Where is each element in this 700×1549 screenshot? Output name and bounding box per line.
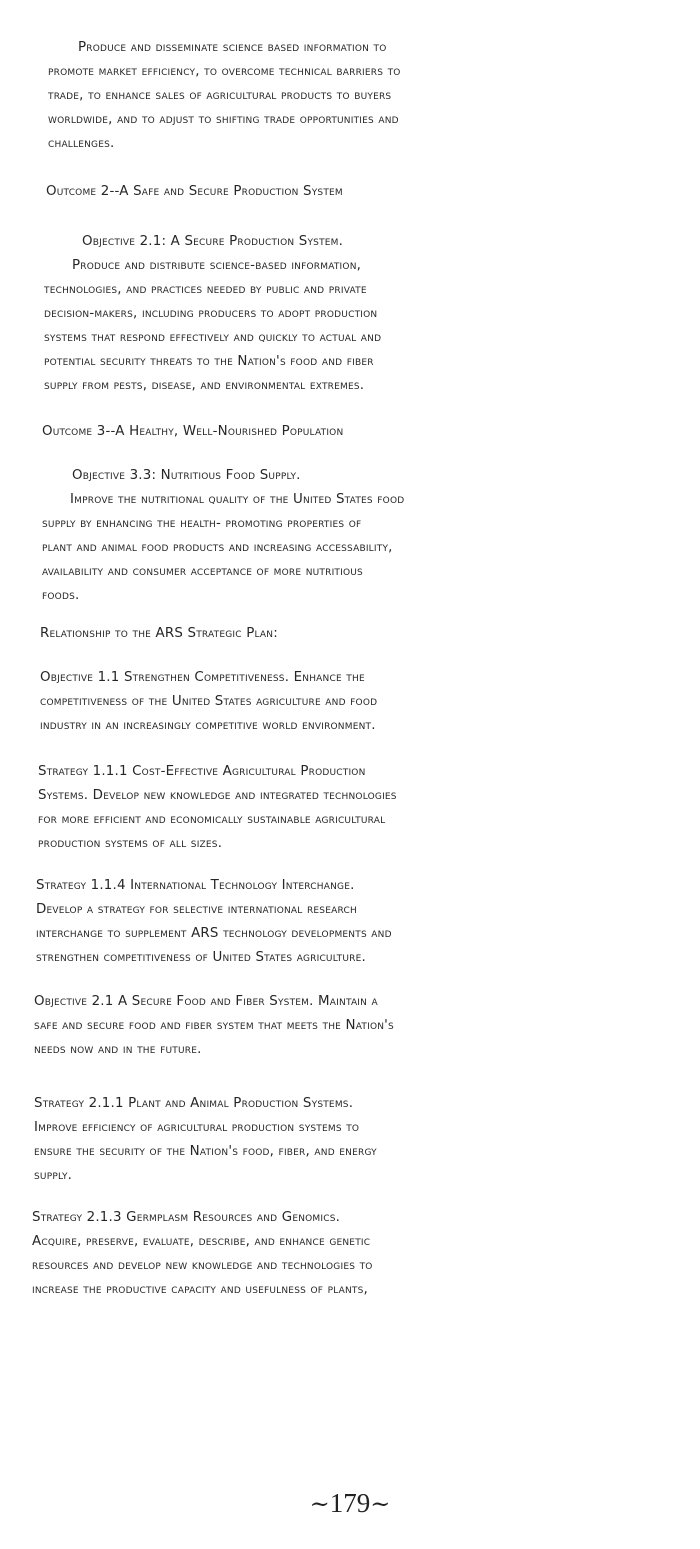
objective-title: Objective 2.1: A Secure Production System. — [82, 234, 344, 249]
paragraph-trade — [48, 36, 401, 156]
text-line: Systems. Develop new knowledge and integrated technologies — [38, 788, 397, 803]
strategy-1-1-1-paragraph — [38, 760, 397, 856]
text-line: Improve efficiency of agricultural production systems to — [34, 1120, 360, 1135]
relationship-heading: Relationship to the ARS Strategic Plan: — [40, 626, 278, 641]
text-line: supply. — [34, 1168, 73, 1183]
text-line: Strategy 2.1.1 Plant and Animal Production Systems. — [34, 1096, 354, 1111]
text-line: supply from pests, disease, and environmental extremes. — [44, 378, 365, 393]
text-line: industry in an increasingly competitive world environment. — [40, 718, 376, 733]
text-line: trade, to enhance sales of agricultural products to buyers — [48, 88, 392, 103]
text-line: strengthen competitiveness of United States agriculture. — [36, 950, 366, 965]
text-line: for more efficient and economically sustainable agricultural — [38, 812, 386, 827]
objective-2-1-paragraph — [44, 230, 381, 398]
text-line: promote market efficiency, to overcome technical barriers to — [48, 64, 401, 79]
page-number-right-mark: ~ — [370, 1490, 391, 1518]
page-number-value: 179 — [329, 1488, 371, 1518]
strategy-2-1-3-paragraph — [32, 1206, 373, 1302]
plan-objective-1-1-paragraph — [40, 666, 377, 738]
text-line: Acquire, preserve, evaluate, describe, and enhance genetic — [32, 1234, 371, 1249]
text-line: interchange to supplement ARS technology developments and — [36, 926, 392, 941]
strategy-1-1-4-paragraph — [36, 874, 392, 970]
text-line: technologies, and practices needed by public and private — [44, 282, 367, 297]
text-line: supply by enhancing the health- promoting properties of — [42, 516, 362, 531]
text-line: Produce and disseminate science based information to — [78, 40, 387, 55]
text-line: production systems of all sizes. — [38, 836, 223, 851]
text-line: availability and consumer acceptance of more nutritious — [42, 564, 363, 579]
plan-objective-2-1-paragraph — [34, 990, 394, 1062]
text-line: Produce and distribute science-based information, — [72, 258, 362, 273]
text-line: Objective 1.1 Strengthen Competitiveness. Enhance the — [40, 670, 365, 685]
text-line: Objective 2.1 A Secure Food and Fiber System. Maintain a — [34, 994, 378, 1009]
text-line: Develop a strategy for selective international research — [36, 902, 357, 917]
text-line: worldwide, and to adjust to shifting trade opportunities and — [48, 112, 399, 127]
text-line: systems that respond effectively and quickly to actual and — [44, 330, 382, 345]
outcome-2-heading: Outcome 2--A Safe and Secure Production System — [46, 184, 343, 199]
text-line: challenges. — [48, 136, 115, 151]
objective-title: Objective 3.3: Nutritious Food Supply. — [72, 468, 301, 483]
text-line: plant and animal food products and increasing accessability, — [42, 540, 393, 555]
text-line: increase the productive capacity and usefulness of plants, — [32, 1282, 368, 1297]
text-line: competitiveness of the United States agriculture and food — [40, 694, 378, 709]
page-number — [0, 1488, 700, 1519]
strategy-2-1-1-paragraph — [34, 1092, 377, 1188]
objective-3-3-paragraph — [42, 464, 404, 608]
text-line: needs now and in the future. — [34, 1042, 202, 1057]
text-line: Improve the nutritional quality of the United States food — [70, 492, 405, 507]
text-line: Strategy 1.1.1 Cost-Effective Agricultural Production — [38, 764, 366, 779]
text-line: foods. — [42, 588, 80, 603]
text-line: decision-makers, including producers to adopt production — [44, 306, 378, 321]
text-line: ensure the security of the Nation's food, fiber, and energy — [34, 1144, 377, 1159]
text-line: potential security threats to the Nation's food and fiber — [44, 354, 374, 369]
outcome-3-heading: Outcome 3--A Healthy, Well-Nourished Population — [42, 424, 344, 439]
text-line: resources and develop new knowledge and technologies to — [32, 1258, 373, 1273]
text-line: safe and secure food and fiber system that meets the Nation's — [34, 1018, 394, 1033]
text-line: Strategy 1.1.4 International Technology Interchange. — [36, 878, 355, 893]
text-line: Strategy 2.1.3 Germplasm Resources and Genomics. — [32, 1210, 341, 1225]
page-number-left-mark: ~ — [309, 1490, 330, 1518]
